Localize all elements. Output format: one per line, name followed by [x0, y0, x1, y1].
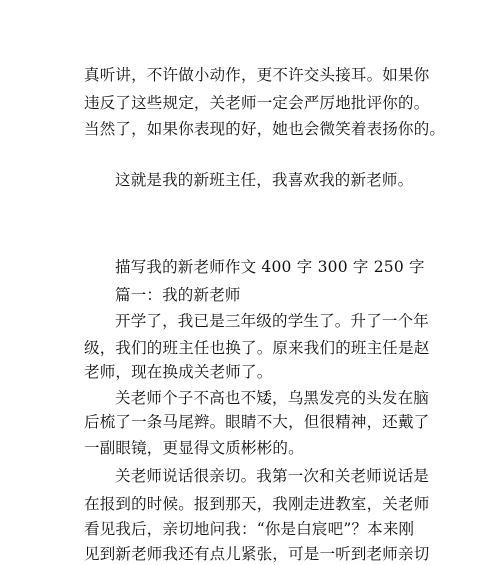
text-line-9: 老师，现在换成关老师了。 [84, 363, 273, 381]
text-line-8: 级，我们的班主任也换了。原来我们的班主任是赵 [84, 339, 430, 357]
text-line-14: 在报到的时候。报到那天，我刚走进教室，关老师 [84, 495, 430, 513]
text-line-16: 见到新老师我还有点儿紧张，可是一听到老师亲切 [84, 545, 430, 563]
text-line-12: 一副眼镜，更显得文质彬彬的。 [84, 439, 304, 457]
text-line-3: 当然了，如果你表现的好，她也会微笑着表扬你的。 [84, 120, 446, 138]
text-line-1: 真听讲，不许做小动作，更不许交头接耳。如果你 [84, 66, 430, 84]
text-line-11: 后梳了一条马尾辫。眼睛不大，但很精神，还戴了 [84, 413, 430, 431]
chapter-title: 篇一：我的新老师 [115, 286, 241, 304]
text-line-4: 这就是我的新班主任，我喜欢我的新老师。 [115, 171, 414, 189]
text-line-2: 违反了这些规定，关老师一定会严厉地批评你的。 [84, 94, 430, 112]
article-heading: 描写我的新老师作文 400 字 300 字 250 字 [115, 258, 425, 276]
text-line-13: 关老师说话很亲切。我第一次和关老师说话是 [115, 467, 430, 485]
text-line-15: 看见我后，亲切地问我：“你是白宸吧”？本来刚 [84, 520, 415, 538]
text-line-7: 开学了，我已是三年级的学生了。升了一个年 [115, 312, 430, 330]
text-line-10: 关老师个子不高也不矮，乌黑发亮的头发在脑 [115, 389, 430, 407]
